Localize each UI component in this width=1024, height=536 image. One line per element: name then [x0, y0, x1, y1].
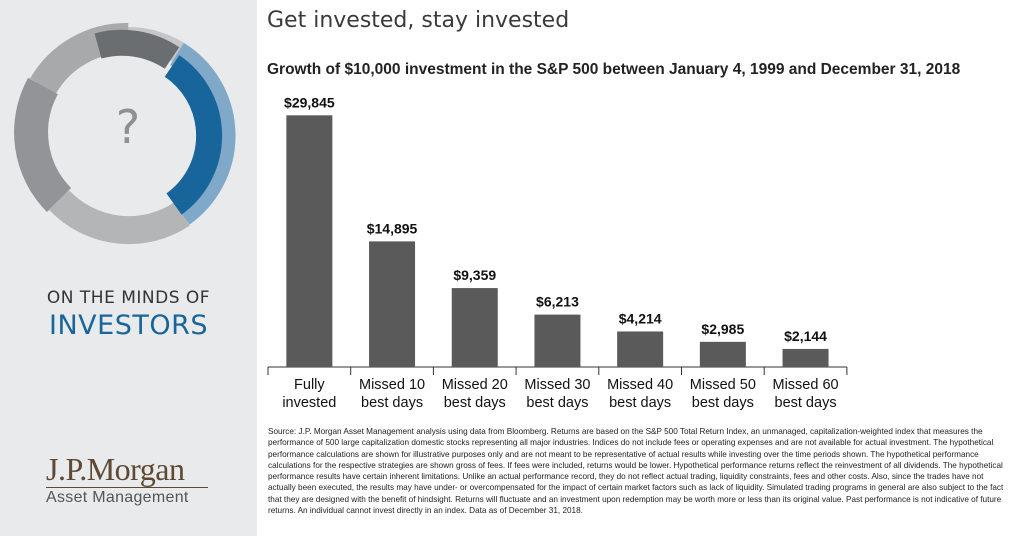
- bar: [783, 349, 829, 367]
- x-tick-label: Missed 30 best days: [524, 377, 591, 411]
- donut-segment-gray-3: [59, 200, 182, 230]
- bar: [617, 331, 663, 367]
- data-label: $4,214: [618, 310, 662, 327]
- data-label: $2,144: [784, 327, 827, 344]
- page-title: Get invested, stay invested: [267, 8, 570, 33]
- data-label: $29,845: [284, 94, 335, 111]
- question-mark-icon: ?: [115, 100, 141, 154]
- x-tick-label: Fully invested: [282, 377, 337, 411]
- x-tick-label: Missed 60 best days: [772, 377, 839, 411]
- bar: [700, 342, 746, 367]
- bar: [286, 115, 332, 367]
- kicker-line-2: INVESTORS: [49, 310, 208, 341]
- logo-subtitle: Asset Management: [46, 489, 189, 506]
- data-label: $14,895: [366, 220, 418, 237]
- bar: [452, 288, 498, 367]
- data-label: $2,985: [701, 320, 745, 337]
- bar-chart: [258, 84, 858, 414]
- x-tick-label: Missed 20 best days: [441, 377, 508, 411]
- source-footnote: Source: J.P. Morgan Asset Management analysis using data from Bloomberg. Returns are based on the S&P 500 Total Return Index, an unmanaged, capitalization-weighted index that measures the performance of 500 large capitalization domestic stocks representing all major industries. Indices do not include fees or operating expenses and are not available for actual investment. The hypothetical performance calculations are shown for illustrative purposes only and are not meant to be representative of actual results while investing over the time periods shown. The hypothetical performance calculations for the respective strategies are shown gross of fees. If fees were included, returns would be lower. Hypothetical performance returns reflect the reinvestment of all dividends. The hypothetical performance results have certain inherent limitations. Unlike an actual performance record, they do not reflect actual trading, liquidity constraints, fees and other costs. Also, since the trades have not actually been executed, the results may have under- or overcompensated for the impact of certain market factors such as lack of liquidity. Simulated trading programs in general are also subject to the fact that they are designed with the benefit of hindsight. Returns will fluctuate and an investment upon redemption may be worth more or less than its original value. Past performance is not indicative of future returns. An individual cannot invest directly in an index. Data as of December 31, 2018.: [268, 427, 1004, 516]
- chart-title: Growth of $10,000 investment in the S&P 500 between January 4, 1999 and December 31, 2018: [267, 61, 961, 78]
- x-tick-label: Missed 50 best days: [689, 377, 756, 411]
- kicker-line-1: ON THE MINDS OF: [46, 288, 211, 308]
- x-tick-label: Missed 40 best days: [607, 377, 674, 411]
- logo-divider: [46, 487, 208, 488]
- bar: [369, 241, 415, 367]
- bar: [534, 315, 580, 367]
- x-tick-label: Missed 10 best days: [359, 377, 426, 411]
- data-label: $9,359: [453, 267, 497, 284]
- donut-segment-gray-2: [31, 86, 59, 200]
- jpmorgan-logo: J.P.Morgan: [46, 451, 185, 487]
- sidebar-panel: [0, 0, 257, 536]
- data-label: $6,213: [536, 293, 579, 310]
- donut-segment-dark: [98, 43, 172, 58]
